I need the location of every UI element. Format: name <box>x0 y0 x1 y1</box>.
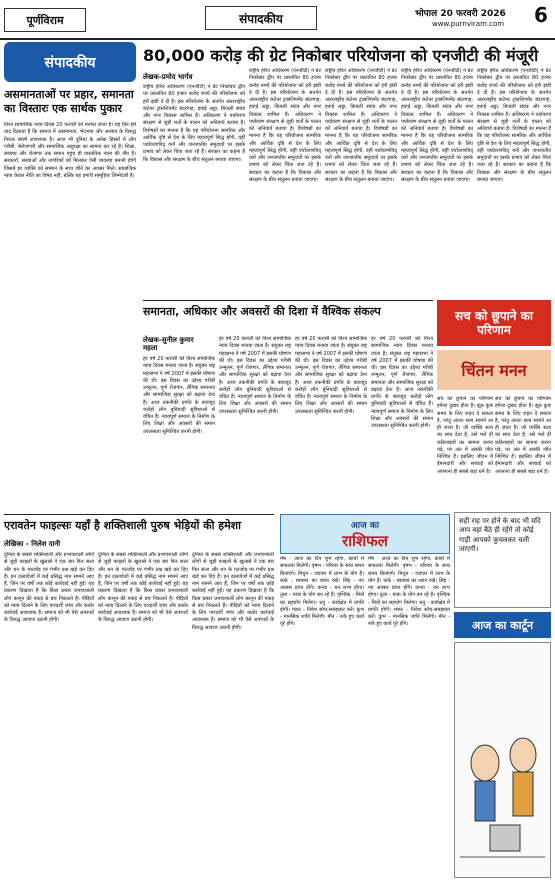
chintan-label: चिंतन मनन <box>461 361 527 380</box>
lower-body-col: दुनिया के सबसे शक्तिशाली और प्रभावशाली लोगों से जुड़ी फाइलों के खुलासे ने एक बार फिर सत्ता और धन के गठजोड़ पर गंभीर प्रश्न खड़े कर दिए हैं। इन दस्तावेजों में कई प्रसिद्ध नाम सामने आए हैं, जिन पर वर्षों तक कोई कार्रवाई नहीं हुई। यह प्रकरण दिखाता है कि किस प्रकार प्रभावशाली लोग कानून की पकड़ से बच निकलते हैं। पीड़ितों को न्याय दिलाने के लिए पारदर्शी जांच और कठोर कार्रवाई आवश्यक है। समाज को भी ऐसे अपराधों के विरुद्ध आवाज उठानी होगी। <box>4 552 94 624</box>
promo-banner: सच को छूपाने का परिणाम <box>437 300 551 346</box>
promo-body-col: सच को छुपाने का परिणाम हमेशा दुखद होता है। झूठ कुछ समय के लिए राहत दे सकता है, परंतु अंततः सत्य सामने आ ही जाता है। जो व्यक्ति सत्य का साथ देता है, उसे भले ही कठिनाइयों का सामना करना पड़े, पर अंत में उसकी जीत निश्चित है। इसलिए जीवन में ईमानदारी और सच्चाई को अपनाना ही सबसे बड़ा धर्म है। <box>437 396 493 475</box>
section-title: संपादकीय <box>205 6 317 30</box>
quote-box: सही राह पर होने के बाद भी यदि आप वहां बैठे ही रहेंगे तो कोई गाड़ी आपको कुचलकर चली जाएगी। <box>454 512 551 608</box>
website-link[interactable]: www.purnviram.com <box>432 20 505 28</box>
mid-byline: लेखक-सुनील कुमार महला <box>143 336 194 353</box>
masthead <box>0 0 555 40</box>
date-line: भोपाल 20 फरवरी 2026 <box>415 9 506 19</box>
rashifal-header-main: राशिफल <box>342 531 388 550</box>
lower-headline: एरावतेन फाइल्सः यहाँ है शक्तिशाली पुरुष भेड़ियों की हमेशा <box>4 514 274 533</box>
lead-byline: लेखक-प्रमोद भार्गव <box>143 73 193 81</box>
lead-body-col: राष्ट्रीय हरित अधिकरण (एनजीटी) ने ग्रेट निकोबार द्वीप पर प्रस्तावित 80 हजार करोड़ रुपये की परियोजना को हरी झंडी दे दी है। इस परियोजना के अंतर्गत अंतरराष्ट्रीय कंटेनर ट्रांसशिपमेंट बंदरगाह, हवाई अड्डा, बिजली संयंत्र और नगर विकास शामिल हैं। अधिकरण ने पर्यावरण संरक्षण से जुड़ी शर्तों के पालन को अनिवार्य बताया है। विशेषज्ञों का मानना है कि यह परियोजना सामरिक और आर्थिक दृष्टि से देश के लिए महत्वपूर्ण सिद्ध होगी, वहीं पर्यावरणविद् वनों और जनजातीय समुदायों पर इसके प्रभाव को लेकर चिंता जता रहे हैं। सरकार का कहना है कि विकास और संरक्षण के बीच संतुलन बनाया जाएगा। <box>477 68 551 183</box>
mid-body-col: हर वर्ष 20 फरवरी को विश्व सामाजिक न्याय दिवस मनाया जाता है। संयुक्त राष्ट्र महासभा ने वर्ष 2007 में इसकी घोषणा की थी। इस दिवस का उद्देश्य गरीबी उन्मूलन, पूर्ण रोजगार, लैंगिक समानता और सामाजिक सुरक्षा को बढ़ावा देना है। आज तकनीकी प्रगति के बावजूद करोड़ों लोग बुनियादी सुविधाओं से वंचित हैं। न्यायपूर्ण समाज के निर्माण के लिए शिक्षा और अवसरों की समान उपलब्धता सुनिश्चित करनी होगी। <box>143 356 215 435</box>
lead-body-col: राष्ट्रीय हरित अधिकरण (एनजीटी) ने ग्रेट निकोबार द्वीप पर प्रस्तावित 80 हजार करोड़ रुपये की परियोजना को हरी झंडी दे दी है। इस परियोजना के अंतर्गत अंतरराष्ट्रीय कंटेनर ट्रांसशिपमेंट बंदरगाह, हवाई अड्डा, बिजली संयंत्र और नगर विकास शामिल हैं। अधिकरण ने पर्यावरण संरक्षण से जुड़ी शर्तों के पालन को अनिवार्य बताया है। विशेषज्ञों का मानना है कि यह परियोजना सामरिक और आर्थिक दृष्टि से देश के लिए महत्वपूर्ण सिद्ध होगी, वहीं पर्यावरणविद् वनों और जनजातीय समुदायों पर इसके प्रभाव को लेकर चिंता जता रहे हैं। सरकार का कहना है कि विकास और संरक्षण के बीच संतुलन बनाया जाएगा। <box>249 68 321 183</box>
rashifal-body-col: मेष - आज का दिन शुभ रहेगा, कार्यों में सफलता मिलेगी। वृषभ - परिवार के साथ समय बिताएंगे। मिथुन - व्यापार में लाभ के योग हैं। कर्क - स्वास्थ्य का ध्यान रखें। सिंह - नए अवसर प्राप्त होंगे। कन्या - धन लाभ होगा। तुला - यात्रा के योग बन रहे हैं। वृश्चिक - मित्रों का सहयोग मिलेगा। धनु - कार्यक्षेत्र में प्रगति होगी। मकर - निवेश सोच-समझकर करें। कुंभ - मानसिक शांति मिलेगी। मीन - रुके हुए कार्य पूरे होंगे। <box>280 556 364 628</box>
chintan-box <box>437 350 551 390</box>
mid-body-col: हर वर्ष 20 फरवरी को विश्व सामाजिक न्याय दिवस मनाया जाता है। संयुक्त राष्ट्र महासभा ने वर्ष 2007 में इसकी घोषणा की थी। इस दिवस का उद्देश्य गरीबी उन्मूलन, पूर्ण रोजगार, लैंगिक समानता और सामाजिक सुरक्षा को बढ़ावा देना है। आज तकनीकी प्रगति के बावजूद करोड़ों लोग बुनियादी सुविधाओं से वंचित हैं। न्यायपूर्ण समाज के निर्माण के लिए शिक्षा और अवसरों की समान उपलब्धता सुनिश्चित करनी होगी। <box>371 336 433 429</box>
cartoon-image <box>454 642 551 878</box>
page-number: 6 <box>534 3 548 27</box>
cartoon-header: आज का कार्टून <box>454 612 551 638</box>
lower-body-col: दुनिया के सबसे शक्तिशाली और प्रभावशाली लोगों से जुड़ी फाइलों के खुलासे ने एक बार फिर सत्ता और धन के गठजोड़ पर गंभीर प्रश्न खड़े कर दिए हैं। इन दस्तावेजों में कई प्रसिद्ध नाम सामने आए हैं, जिन पर वर्षों तक कोई कार्रवाई नहीं हुई। यह प्रकरण दिखाता है कि किस प्रकार प्रभावशाली लोग कानून की पकड़ से बच निकलते हैं। पीड़ितों को न्याय दिलाने के लिए पारदर्शी जांच और कठोर कार्रवाई आवश्यक है। समाज को भी ऐसे अपराधों के विरुद्ध आवाज उठानी होगी। <box>98 552 188 624</box>
lead-body-col: राष्ट्रीय हरित अधिकरण (एनजीटी) ने ग्रेट निकोबार द्वीप पर प्रस्तावित 80 हजार करोड़ रुपये की परियोजना को हरी झंडी दे दी है। इस परियोजना के अंतर्गत अंतरराष्ट्रीय कंटेनर ट्रांसशिपमेंट बंदरगाह, हवाई अड्डा, बिजली संयंत्र और नगर विकास शामिल हैं। अधिकरण ने पर्यावरण संरक्षण से जुड़ी शर्तों के पालन को अनिवार्य बताया है। विशेषज्ञों का मानना है कि यह परियोजना सामरिक और आर्थिक दृष्टि से देश के लिए महत्वपूर्ण सिद्ध होगी, वहीं पर्यावरणविद् वनों और जनजातीय समुदायों पर इसके प्रभाव को लेकर चिंता जता रहे हैं। सरकार का कहना है कि विकास और संरक्षण के बीच संतुलन बनाया जाएगा। <box>143 84 245 163</box>
newspaper-logo: पूर्णविराम <box>4 8 86 32</box>
mid-body-col: हर वर्ष 20 फरवरी को विश्व सामाजिक न्याय दिवस मनाया जाता है। संयुक्त राष्ट्र महासभा ने वर्ष 2007 में इसकी घोषणा की थी। इस दिवस का उद्देश्य गरीबी उन्मूलन, पूर्ण रोजगार, लैंगिक समानता और सामाजिक सुरक्षा को बढ़ावा देना है। आज तकनीकी प्रगति के बावजूद करोड़ों लोग बुनियादी सुविधाओं से वंचित हैं। न्यायपूर्ण समाज के निर्माण के लिए शिक्षा और अवसरों की समान उपलब्धता सुनिश्चित करनी होगी। <box>219 336 291 415</box>
editorial-body: विश्व सामाजिक न्याय दिवस 20 फरवरी को मनाया जाता है। यह दिन हमें याद दिलाता है कि समाज में असमानता, भेदभाव और अन्याय के विरुद्ध निरंतर संघर्ष आवश्यक है। आज भी दुनिया के अनेक हिस्सों में लोग गरीबी, बेरोजगारी और सामाजिक असुरक्षा का सामना कर रहे हैं। शिक्षा, स्वास्थ्य और रोजगार तक समान पहुंच ही वास्तविक न्याय की नींव है। सरकारों, संस्थाओं और नागरिकों को मिलकर ऐसी व्यवस्था बनानी होगी जिसमें हर व्यक्ति को सम्मान के साथ जीने का अवसर मिले। सामाजिक न्याय केवल नीति का विषय नहीं, बल्कि यह हमारी सामूहिक जिम्मेदारी है। <box>4 122 136 179</box>
rashifal-header <box>280 514 450 554</box>
cartoon-illustration <box>455 643 550 877</box>
lead-headline: 80,000 करोड़ की ग्रेट निकोबार परियोजना को एनजीटी की मंजूरी <box>143 46 539 65</box>
mid-body-col: हर वर्ष 20 फरवरी को विश्व सामाजिक न्याय दिवस मनाया जाता है। संयुक्त राष्ट्र महासभा ने वर्ष 2007 में इसकी घोषणा की थी। इस दिवस का उद्देश्य गरीबी उन्मूलन, पूर्ण रोजगार, लैंगिक समानता और सामाजिक सुरक्षा को बढ़ावा देना है। आज तकनीकी प्रगति के बावजूद करोड़ों लोग बुनियादी सुविधाओं से वंचित हैं। न्यायपूर्ण समाज के निर्माण के लिए शिक्षा और अवसरों की समान उपलब्धता सुनिश्चित करनी होगी। <box>295 336 367 415</box>
promo-body-col: सच को छुपाने का परिणाम हमेशा दुखद होता है। झूठ कुछ समय के लिए राहत दे सकता है, परंतु अंततः सत्य सामने आ ही जाता है। जो व्यक्ति सत्य का साथ देता है, उसे भले ही कठिनाइयों का सामना करना पड़े, पर अंत में उसकी जीत निश्चित है। इसलिए जीवन में ईमानदारी और सच्चाई को अपनाना ही सबसे बड़ा धर्म है। <box>495 396 551 475</box>
mid-headline: समानता, अधिकार और अवसरों की दिशा में वैश्विक संकल्प <box>143 300 433 319</box>
editorial-heading: असमानताओं पर प्रहार, समानता का विस्तारः एक सार्थक पुकार <box>4 88 134 115</box>
lead-body-col: राष्ट्रीय हरित अधिकरण (एनजीटी) ने ग्रेट निकोबार द्वीप पर प्रस्तावित 80 हजार करोड़ रुपये की परियोजना को हरी झंडी दे दी है। इस परियोजना के अंतर्गत अंतरराष्ट्रीय कंटेनर ट्रांसशिपमेंट बंदरगाह, हवाई अड्डा, बिजली संयंत्र और नगर विकास शामिल हैं। अधिकरण ने पर्यावरण संरक्षण से जुड़ी शर्तों के पालन को अनिवार्य बताया है। विशेषज्ञों का मानना है कि यह परियोजना सामरिक और आर्थिक दृष्टि से देश के लिए महत्वपूर्ण सिद्ध होगी, वहीं पर्यावरणविद् वनों और जनजातीय समुदायों पर इसके प्रभाव को लेकर चिंता जता रहे हैं। सरकार का कहना है कि विकास और संरक्षण के बीच संतुलन बनाया जाएगा। <box>401 68 473 183</box>
editorial-logo: संपादकीय <box>4 42 136 82</box>
lower-body-col: दुनिया के सबसे शक्तिशाली और प्रभावशाली लोगों से जुड़ी फाइलों के खुलासे ने एक बार फिर सत्ता और धन के गठजोड़ पर गंभीर प्रश्न खड़े कर दिए हैं। इन दस्तावेजों में कई प्रसिद्ध नाम सामने आए हैं, जिन पर वर्षों तक कोई कार्रवाई नहीं हुई। यह प्रकरण दिखाता है कि किस प्रकार प्रभावशाली लोग कानून की पकड़ से बच निकलते हैं। पीड़ितों को न्याय दिलाने के लिए पारदर्शी जांच और कठोर कार्रवाई आवश्यक है। समाज को भी ऐसे अपराधों के विरुद्ध आवाज उठानी होगी। <box>192 552 274 631</box>
lower-byline: लेखिका - निलेश दानी <box>4 540 61 548</box>
rashifal-body-col: मेष - आज का दिन शुभ रहेगा, कार्यों में सफलता मिलेगी। वृषभ - परिवार के साथ समय बिताएंगे। मिथुन - व्यापार में लाभ के योग हैं। कर्क - स्वास्थ्य का ध्यान रखें। सिंह - नए अवसर प्राप्त होंगे। कन्या - धन लाभ होगा। तुला - यात्रा के योग बन रहे हैं। वृश्चिक - मित्रों का सहयोग मिलेगा। धनु - कार्यक्षेत्र में प्रगति होगी। मकर - निवेश सोच-समझकर करें। कुंभ - मानसिक शांति मिलेगी। मीन - रुके हुए कार्य पूरे होंगे। <box>368 556 450 628</box>
lead-body-col: राष्ट्रीय हरित अधिकरण (एनजीटी) ने ग्रेट निकोबार द्वीप पर प्रस्तावित 80 हजार करोड़ रुपये की परियोजना को हरी झंडी दे दी है। इस परियोजना के अंतर्गत अंतरराष्ट्रीय कंटेनर ट्रांसशिपमेंट बंदरगाह, हवाई अड्डा, बिजली संयंत्र और नगर विकास शामिल हैं। अधिकरण ने पर्यावरण संरक्षण से जुड़ी शर्तों के पालन को अनिवार्य बताया है। विशेषज्ञों का मानना है कि यह परियोजना सामरिक और आर्थिक दृष्टि से देश के लिए महत्वपूर्ण सिद्ध होगी, वहीं पर्यावरणविद् वनों और जनजातीय समुदायों पर इसके प्रभाव को लेकर चिंता जता रहे हैं। सरकार का कहना है कि विकास और संरक्षण के बीच संतुलन बनाया जाएगा। <box>325 68 397 183</box>
rashifal-header-top: आज का <box>350 520 380 531</box>
